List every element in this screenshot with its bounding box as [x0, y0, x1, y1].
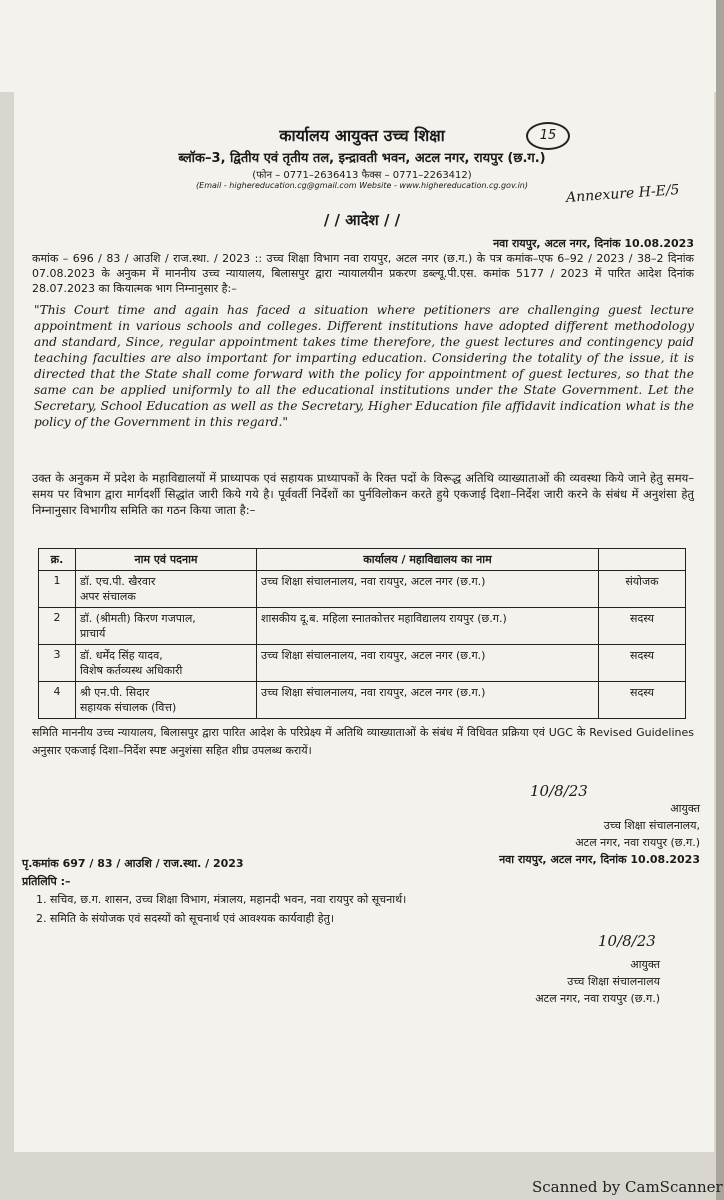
- cell-office: उच्च शिक्षा संचालनालय, नवा रायपुर, अटल नगर (छ.ग.): [257, 571, 599, 608]
- office-address: ब्लॉक–3, द्वितीय एवं तृतीय तल, इन्द्रावती भवन, अटल नगर, रायपुर (छ.ग.): [178, 151, 546, 166]
- signatory-title: आयुक्त: [630, 958, 660, 971]
- order-reference-paragraph: [32, 236, 694, 296]
- list-item: 2. समिति के संयोजक एवं सदस्यों को सूचनार्थ एवं आवश्यक कार्यवाही हेतु।: [36, 912, 335, 925]
- cell-office: उच्च शिक्षा संचालनालय, नवा रायपुर, अटल नगर (छ.ग.): [257, 645, 599, 682]
- annexure-mark: Annexure H-E/5: [565, 182, 680, 206]
- cell-name: डॉ. धर्मेंद सिंह यादव, विशेष कर्तव्यस्थ अधिकारी: [76, 645, 257, 682]
- scan-top-area: [0, 0, 724, 92]
- cell-office: शासकीय दू.ब. महिला स्नातकोत्तर महाविद्यालय रायपुर (छ.ग.): [257, 608, 599, 645]
- cell-role: संयोजक: [599, 571, 686, 608]
- table-row: [39, 645, 686, 682]
- signature-date-1: 10/8/23: [530, 782, 588, 800]
- court-order-quote: "This Court time and again has faced a situation where petitioners are challenging guest lecture appointment in various schools and colleges. Different institutions have adopted different methodology and standard, Since, regular appointment takes time therefore, the guest lectures and contingency paid teaching faculties are also important for imparting education. Considering the totality of the issue, it is directed that the State shall come forward with the policy for appointment of guest lectures, so that the same can be applied uniformly to all the educational institutions under the State Government. Let the Secretary, School Education as well as the Secretary, Higher Education file affidavit indication what is the policy of the Government in this regard.": [34, 303, 694, 429]
- cell-serial: 4: [39, 682, 76, 719]
- col-name: नाम एवं पदनाम: [76, 549, 257, 571]
- copy-list: [36, 890, 406, 928]
- signature-date-2: 10/8/23: [598, 932, 656, 950]
- cell-office: उच्च शिक्षा संचालनालय, नवा रायपुर, अटल नगर (छ.ग.): [257, 682, 599, 719]
- table-header-row: [39, 549, 686, 571]
- cell-name: डॉ. (श्रीमती) किरण गजपाल, प्राचार्य: [76, 608, 257, 645]
- office-phone: (फोन – 0771–2636413 फैक्स – 0771–2263412): [252, 170, 472, 181]
- office-title: कार्यालय आयुक्त उच्च शिक्षा: [279, 126, 445, 145]
- table-row: [39, 608, 686, 645]
- signatory-date: नवा रायपुर, अटल नगर, दिनांक 10.08.2023: [499, 853, 700, 866]
- signatory-place: अटल नगर, नवा रायपुर (छ.ग.): [575, 836, 700, 849]
- signature-block-2: [400, 956, 660, 1007]
- cell-serial: 2: [39, 608, 76, 645]
- office-email-web: (Email - highereducation.cg@gmail.com Website - www.highereducation.cg.gov.in): [196, 181, 528, 190]
- cell-name: डॉ. एच.पी. खैरवार अपर संचालक: [76, 571, 257, 608]
- endorsement-reference: पृ.कमांक 697 / 83 / आउशि / राज.स्था. / 2023: [22, 857, 244, 870]
- table-row: [39, 682, 686, 719]
- signatory-title: आयुक्त: [670, 802, 700, 815]
- cell-serial: 1: [39, 571, 76, 608]
- signature-block-1: [440, 800, 700, 868]
- cell-role: सदस्य: [599, 682, 686, 719]
- order-reference-text: कमांक – 696 / 83 / आउशि / राज.स्था. / 2023 :: उच्च शिक्षा विभाग नवा रायपुर, अटल नगर (छ.ग.) के पत्र कमांक–एफ 6–92 / 2023 / 38–2 दिनांक 07.08.2023 के अनुकम में माननीय उच्च न्यायालय, बिलासपुर द्वारा न्यायालयीन प्रकरण डब्ल्यू.पी.एस. कमांक 5177 / 2023 में पारित आदेश दिनांक 28.07.2023 का कियात्मक भाग निम्नानुसार है:–: [32, 252, 694, 295]
- list-item: 1. सचिव, छ.ग. शासन, उच्च शिक्षा विभाग, मंत्रालय, महानदी भवन, नवा रायपुर को सूचनार्थ।: [36, 893, 407, 906]
- signatory-place: अटल नगर, नवा रायपुर (छ.ग.): [535, 992, 660, 1005]
- committee-table: [38, 548, 686, 719]
- cell-name: श्री एन.पी. सिदार सहायक संचालक (वित्त): [76, 682, 257, 719]
- camscanner-watermark: Scanned by CamScanner: [532, 1178, 723, 1196]
- col-role: [599, 549, 686, 571]
- committee-instruction: समिति माननीय उच्च न्यायालय, बिलासपुर द्वारा पारित आदेश के परिप्रेक्ष्य में अतिथि व्याख्याताओं के संबंध में विधिवत प्रक्रिया एवं UGC के Revised Guidelines अनुसार एकजाई दिशा–निर्देश स्पष्ट अनुशंसा सहित शीघ्र उपलब्ध करायें।: [32, 726, 694, 757]
- cell-serial: 3: [39, 645, 76, 682]
- place-date: नवा रायपुर, अटल नगर, दिनांक 10.08.2023: [493, 237, 694, 250]
- copy-label: प्रतिलिपि :–: [22, 875, 71, 888]
- cell-role: सदस्य: [599, 608, 686, 645]
- cell-role: सदस्य: [599, 645, 686, 682]
- signatory-office: उच्च शिक्षा संचालनालय,: [603, 819, 700, 832]
- committee-paragraph: उक्त के अनुकम में प्रदेश के महाविद्यालयों में प्राध्यापक एवं सहायक प्राध्यापकों के रिक्त पदों के विरूद्ध अतिथि व्याख्याताओं की व्यवस्था किये जाने हेतु समय–समय पर विभाग द्वारा मार्गदर्शी सिद्धांत जारी किये गये है। पूर्ववर्ती निर्देशों का पुर्नविलोकन करते हुये एकजाई दिशा–निर्देश जारी करने के संबंध में अनुशंसा हेतु निम्नानुसार विभागीय समिति का गठन किया जाता है:–: [32, 471, 694, 517]
- page-number-mark: 15: [526, 122, 570, 150]
- col-office: कार्यालय / महाविद्यालय का नाम: [257, 549, 599, 571]
- table-row: [39, 571, 686, 608]
- order-title: / / आदेश / /: [323, 211, 401, 229]
- col-serial: क्र.: [39, 549, 76, 571]
- signatory-office: उच्च शिक्षा संचालनालय: [567, 975, 660, 988]
